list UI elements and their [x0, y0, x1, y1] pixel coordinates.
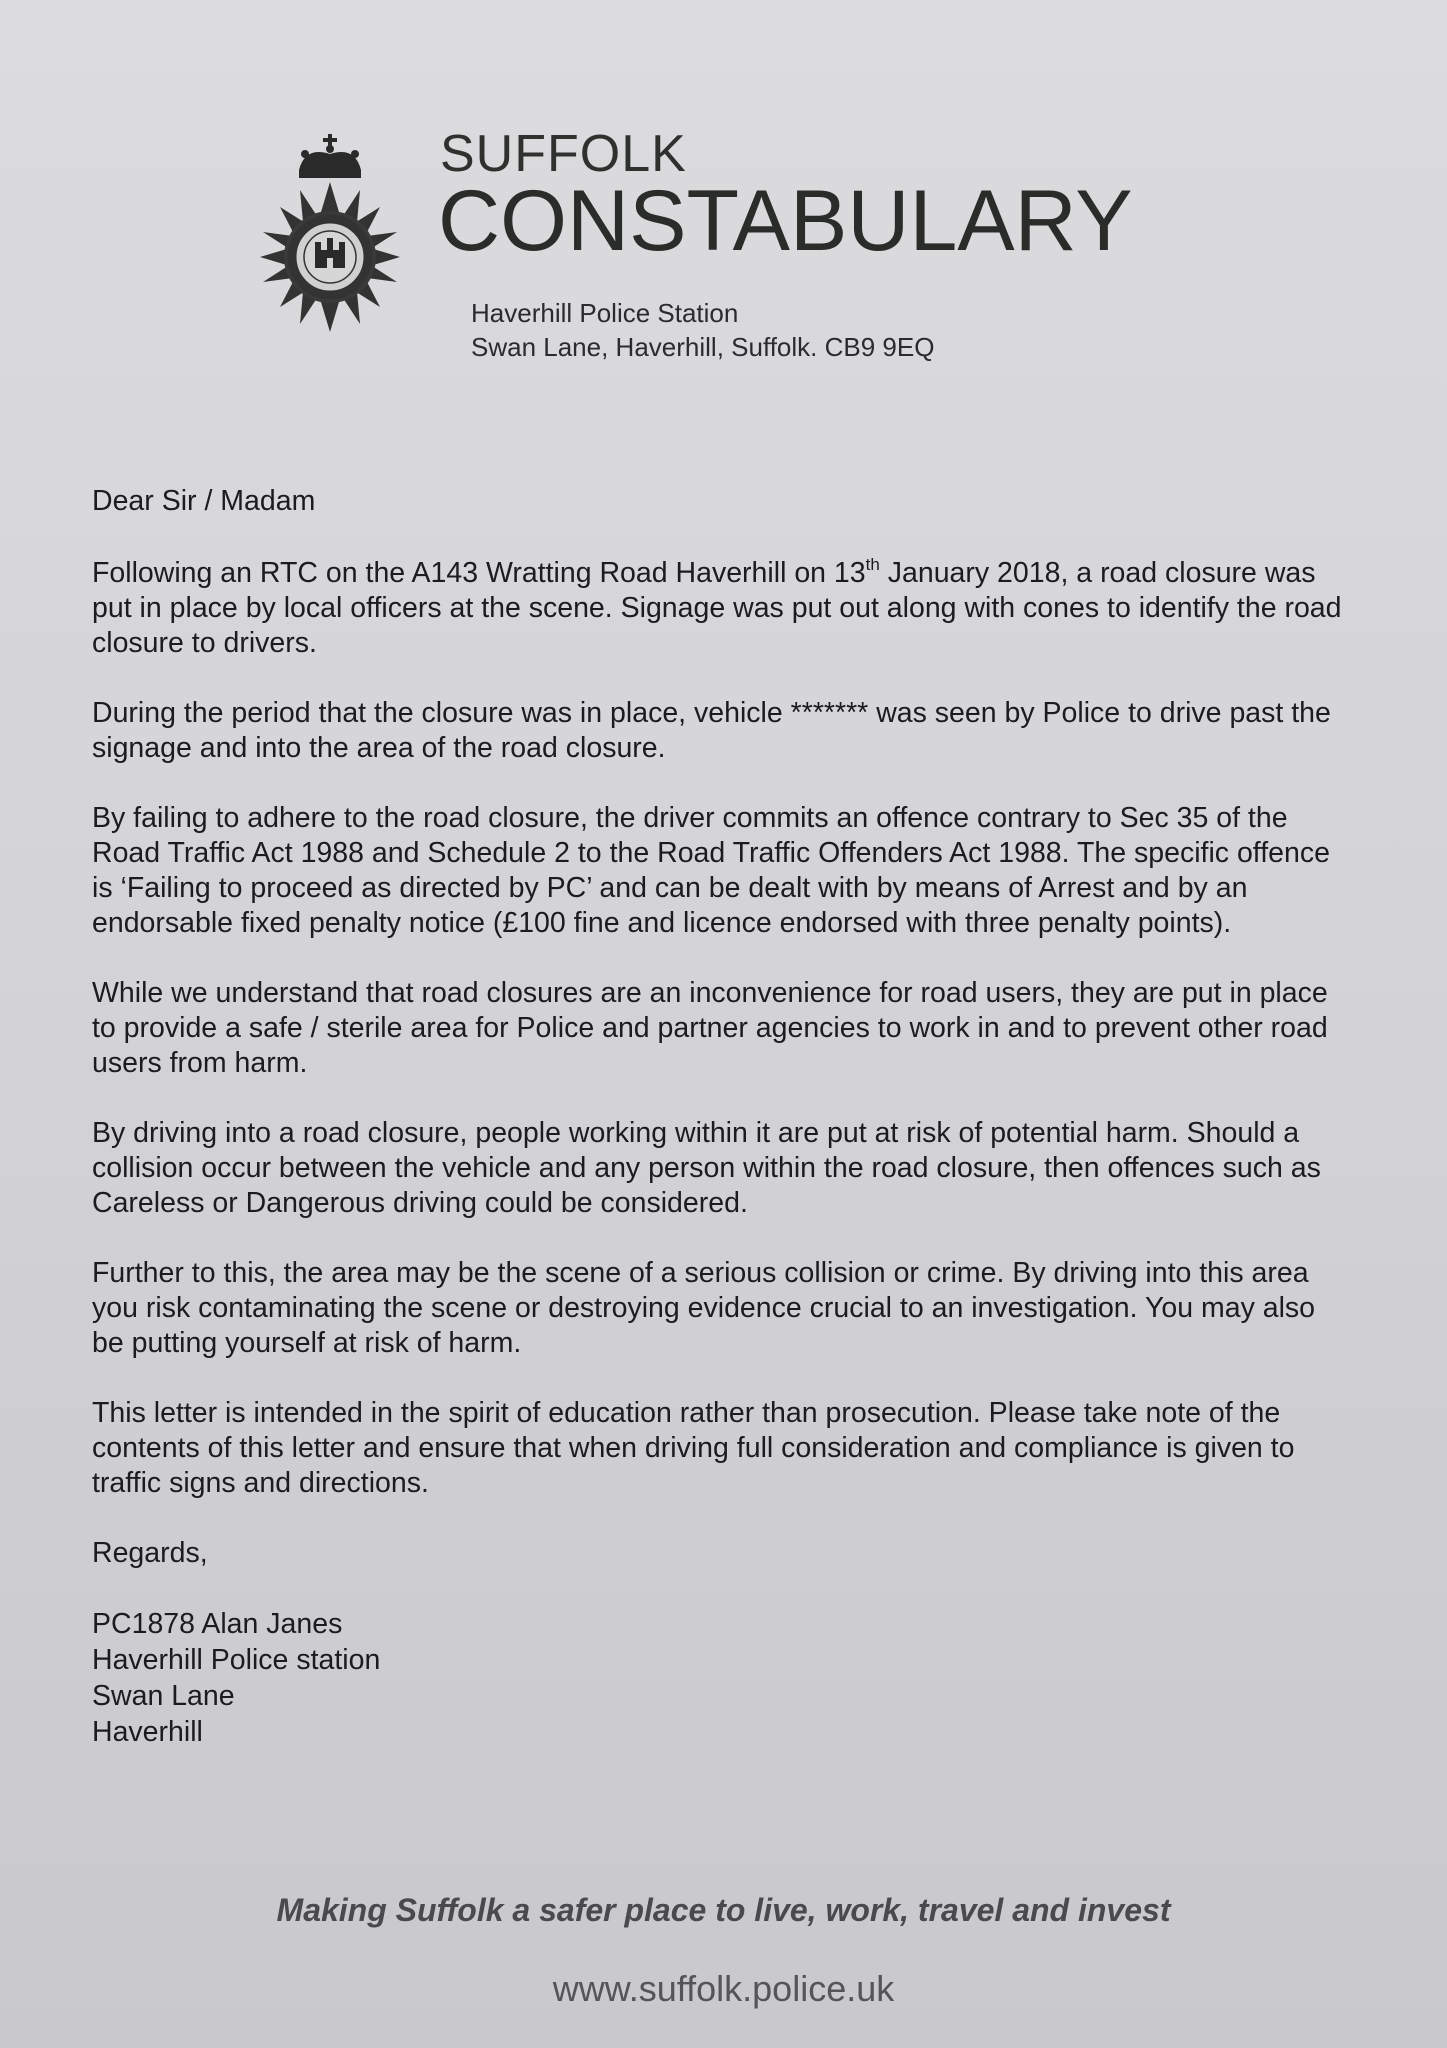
- paragraph-vehicle: During the period that the closure was in place, vehicle ******* was seen by Police to drive past the signage and into the area of the road closure.: [92, 697, 1331, 764]
- signature-line: PC1878 Alan Janes: [92, 1608, 343, 1640]
- paragraph-incident-start: Following an RTC on the A143 Wratting Road Haverhill on 13: [92, 557, 866, 589]
- paragraph-scene: Further to this, the area may be the scene of a serious collision or crime. By driving into this area you risk contaminating the scene or destroying evidence crucial to an investigation. You may also be putting yourself at risk of harm.: [92, 1257, 1316, 1359]
- police-crest-icon: [255, 132, 425, 347]
- letter-body: [92, 484, 1352, 1750]
- signature-line: Haverhill: [92, 1716, 203, 1748]
- footer-tagline: Making Suffolk a safer place to live, work, travel and invest: [276, 1892, 1171, 1928]
- paragraph-purpose: While we understand that road closures are an inconvenience for road users, they are put in place to provide a safe / sterile area for Police and partner agencies to work in and to prevent other road users from harm.: [92, 977, 1328, 1079]
- brand-name-suffolk: SUFFOLK: [440, 125, 687, 183]
- signature-block: [92, 1606, 1352, 1750]
- date-ordinal-suffix: th: [865, 554, 880, 574]
- closing: Regards,: [92, 1537, 208, 1569]
- paragraph-incident-end: January 2018, a road closure was put in place by local officers at the scene. Signage was put out along with cones to identify the road closure to drivers.: [92, 557, 1342, 659]
- paragraph-offence: By failing to adhere to the road closure, the driver commits an offence contrary to Sec 35 of the Road Traffic Act 1988 and Schedule 2 to the Road Traffic Offenders Act 1988. The specific offence is ‘Failing to proceed as directed by PC’ and can be dealt with by means of Arrest and by an endorsable fixed penalty notice (£100 fine and licence endorsed with three penalty points).: [92, 802, 1330, 939]
- signature-line: Swan Lane: [92, 1680, 235, 1712]
- paragraph-incident: [92, 556, 1352, 661]
- address-line-1: Haverhill Police Station: [471, 298, 739, 328]
- paragraph-risk: By driving into a road closure, people working within it are put at risk of potential harm. Should a collision occur between the vehicle and any person within the road closure, then offences such as Careless or Dangerous driving could be considered.: [92, 1117, 1321, 1219]
- paragraph-education: This letter is intended in the spirit of education rather than prosecution. Please take note of the contents of this letter and ensure that when driving full consideration and compliance is given to traffic signs and directions.: [92, 1397, 1295, 1499]
- salutation: Dear Sir / Madam: [92, 485, 316, 517]
- brand-name-constabulary: CONSTABULARY: [438, 173, 1133, 269]
- station-address: [471, 296, 934, 364]
- address-line-2: Swan Lane, Haverhill, Suffolk. CB9 9EQ: [471, 332, 935, 362]
- signature-line: Haverhill Police station: [92, 1644, 381, 1676]
- footer-website: www.suffolk.police.uk: [552, 1968, 895, 2009]
